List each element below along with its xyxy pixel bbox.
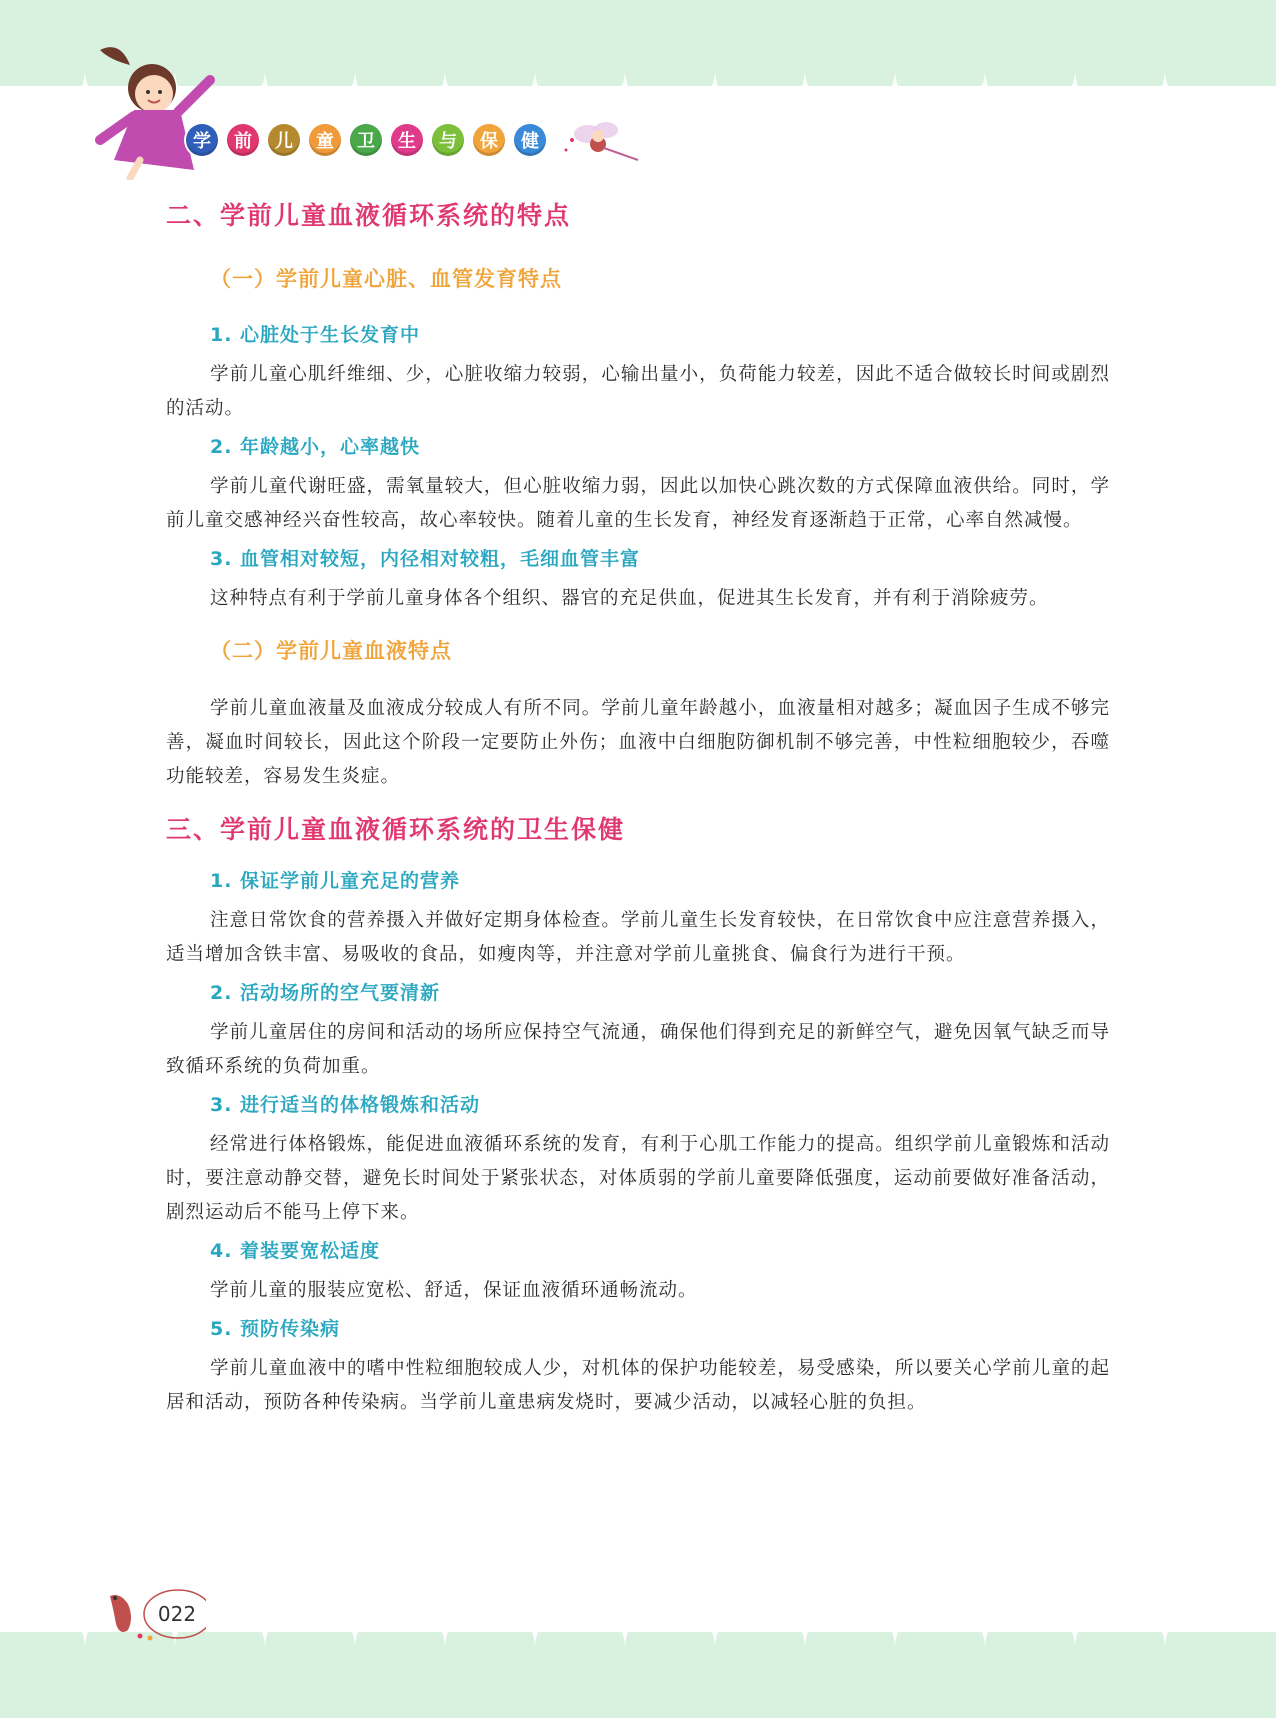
section2-sub2-title: （二）学前儿童血液特点 [210, 639, 452, 663]
section3-item3-heading: 3. 进行适当的体格锻炼和活动 [210, 1094, 481, 1116]
title-char-7: 保 [473, 124, 505, 156]
title-char-6: 与 [432, 124, 464, 156]
section2-sub1-item1-text: 学前儿童心肌纤维细、少，心脏收缩力较弱，心输出量小，负荷能力较差，因此不适合做较长时间或剧烈的活动。 [166, 364, 1110, 419]
section3-item1-heading: 1. 保证学前儿童充足的营养 [210, 870, 461, 892]
page-content [166, 200, 1110, 1426]
title-char-5: 生 [391, 124, 423, 156]
section3-item5-text: 学前儿童血液中的嗜中性粒细胞较成人少，对机体的保护功能较差，易受感染，所以要关心学前儿童的起居和活动，预防各种传染病。当学前儿童患病发烧时，要减少活动，以减轻心脏的负担。 [166, 1358, 1110, 1413]
girl-illustration [90, 40, 220, 180]
section2-sub1-item2-text: 学前儿童代谢旺盛，需氧量较大，但心脏收缩力弱，因此以加快心跳次数的方式保障血液供给。同时，学前儿童交感神经兴奋性较高，故心率较快。随着儿童的生长发育，神经发育逐渐趋于正常，心率自然减慢。 [166, 476, 1110, 531]
section2-sub1-item3-heading: 3. 血管相对较短，内径相对较粗，毛细血管丰富 [210, 548, 641, 570]
page-number: 022 [157, 1602, 197, 1626]
section2-sub1-item1-heading: 1. 心脏处于生长发育中 [210, 324, 421, 346]
section2-sub1-item2-heading: 2. 年龄越小，心率越快 [210, 436, 421, 458]
section2-title: 二、学前儿童血液循环系统的特点 [166, 201, 572, 230]
section2-sub2-text: 学前儿童血液量及血液成分较成人有所不同。学前儿童年龄越小，血液量相对越多；凝血因子生成不够完善，凝血时间较长，因此这个阶段一定要防止外伤；血液中白细胞防御机制不够完善，中性粒细胞较少，吞噬功能较差，容易发生炎症。 [166, 698, 1110, 787]
fairy-illustration [558, 116, 648, 176]
section2-sub1-item3-text: 这种特点有利于学前儿童身体各个组织、器官的充足供血，促进其生长发育，并有利于消除疲劳。 [210, 588, 1049, 609]
title-char-2: 儿 [268, 124, 300, 156]
title-char-3: 童 [309, 124, 341, 156]
page-number-badge [106, 1584, 206, 1644]
section3-item1-text: 注意日常饮食的营养摄入并做好定期身体检查。学前儿童生长发育较快，在日常饮食中应注意营养摄入，适当增加含铁丰富、易吸收的食品，如瘦肉等，并注意对学前儿童挑食、偏食行为进行干预。 [166, 910, 1110, 965]
book-title [186, 124, 546, 156]
section3-item2-heading: 2. 活动场所的空气要清新 [210, 982, 441, 1004]
section3-item5-heading: 5. 预防传染病 [210, 1318, 341, 1340]
section3-title: 三、学前儿童血液循环系统的卫生保健 [166, 815, 626, 844]
title-char-4: 卫 [350, 124, 382, 156]
section3-item3-text: 经常进行体格锻炼，能促进血液循环系统的发育，有利于心肌工作能力的提高。组织学前儿童锻炼和活动时，要注意动静交替，避免长时间处于紧张状态，对体质弱的学前儿童要降低强度，运动前要做好准备活动，剧烈运动后不能马上停下来。 [166, 1134, 1110, 1223]
title-char-8: 健 [514, 124, 546, 156]
section3-item4-heading: 4. 着装要宽松适度 [210, 1240, 381, 1262]
title-char-1: 前 [227, 124, 259, 156]
section2-sub1-title: （一）学前儿童心脏、血管发育特点 [210, 267, 562, 291]
section3-item4-text: 学前儿童的服装应宽松、舒适，保证血液循环通畅流动。 [210, 1280, 698, 1301]
title-char-0: 学 [186, 124, 218, 156]
section3-item2-text: 学前儿童居住的房间和活动的场所应保持空气流通，确保他们得到充足的新鲜空气，避免因氧气缺乏而导致循环系统的负荷加重。 [166, 1022, 1110, 1077]
